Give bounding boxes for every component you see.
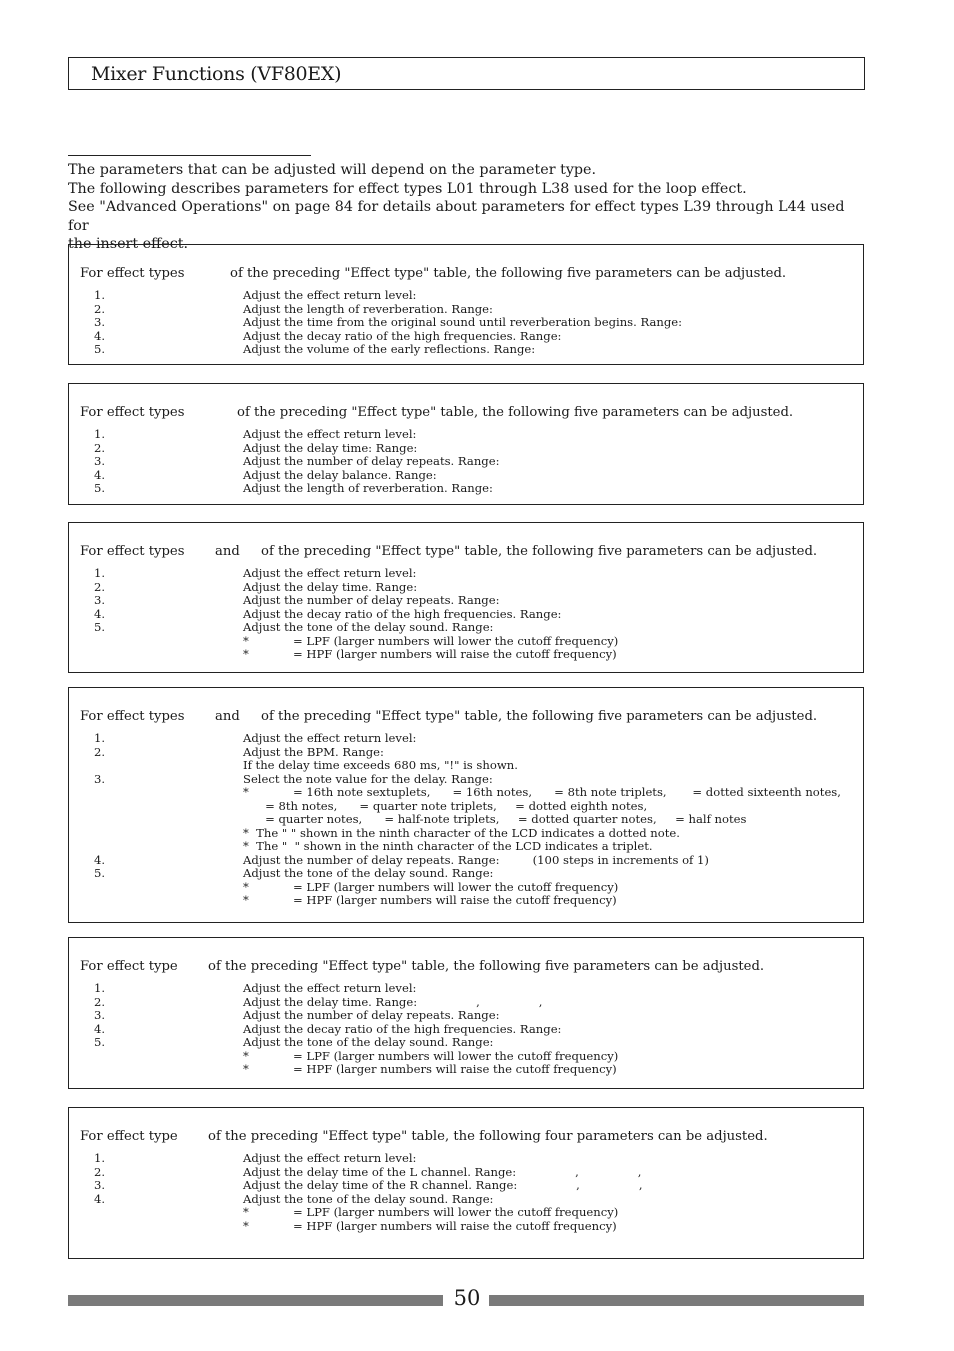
parameter-number: 3. (94, 1178, 106, 1192)
parameter-row (69, 1050, 863, 1064)
parameter-row (69, 786, 863, 800)
parameter-row (69, 732, 863, 746)
parameter-description: Adjust the tone of the delay sound. Range: (243, 1035, 494, 1049)
parameter-row (69, 303, 863, 317)
parameter-number: 3. (94, 315, 106, 329)
parameter-description: Adjust the length of reverberation. Range: (243, 481, 493, 495)
parameter-row (69, 773, 863, 787)
parameter-description: Adjust the delay time. Range: (243, 579, 418, 594)
parameter-note: = HPF (larger numbers will raise the cutoff frequency) (293, 1218, 617, 1233)
parameter-description: Adjust the decay ratio of the high frequencies. Range: (243, 606, 562, 621)
parameter-row (69, 1220, 863, 1234)
note-asterisk: * (243, 785, 249, 799)
parameter-list (69, 289, 863, 357)
parameter-number: 1. (94, 981, 106, 995)
page-number: 50 (453, 1286, 481, 1310)
parameter-description: Adjust the number of delay repeats. Range: (100 steps in increments of 1) (243, 852, 709, 867)
parameter-description: If the delay time exceeds 680 ms, "!" is shown. (243, 758, 518, 772)
parameter-description: * The " " shown in the ninth character of the LCD indicates a triplet. (243, 839, 653, 853)
parameter-note: = LPF (larger numbers will lower the cutoff frequency) (293, 1048, 619, 1063)
intro-line: See "Advanced Operations" on page 84 for details about parameters for effect types L39 through L44 used for (68, 199, 845, 234)
parameter-number: 1. (94, 1151, 106, 1165)
parameter-row (69, 881, 863, 895)
parameter-row (69, 482, 863, 496)
parameter-number: 3. (94, 1008, 106, 1022)
parameter-description: Adjust the time from the original sound until reverberation begins. Range: (243, 315, 683, 329)
parameter-row (69, 469, 863, 483)
parameter-description: Adjust the effect return level: (243, 731, 417, 745)
box-intro-rest: of the preceding "Effect type" table, the following five parameters can be adjusted. (261, 544, 818, 559)
footer-bar-left (68, 1295, 443, 1306)
parameter-description: Adjust the delay time. Range: , , (243, 994, 543, 1009)
parameter-note: = HPF (larger numbers will raise the cutoff frequency) (293, 893, 617, 907)
box-intro-lead: For effect types (80, 709, 185, 724)
box-intro-lead: For effect types (80, 405, 185, 420)
parameter-description: Adjust the effect return level: (243, 981, 417, 995)
parameter-box (68, 383, 864, 505)
note-asterisk: * (243, 633, 249, 648)
parameter-row (69, 1036, 863, 1050)
parameter-number: 3. (94, 454, 106, 468)
box-intro-rest: of the preceding "Effect type" table, the following five parameters can be adjusted. (261, 709, 818, 724)
box-intro-rest: of the preceding "Effect type" table, the following five parameters can be adjusted. (208, 959, 765, 974)
parameter-description: Adjust the number of delay repeats. Range: (243, 454, 500, 468)
page-title: Mixer Functions (VF80EX) (91, 63, 342, 85)
intro-text (68, 161, 868, 254)
parameter-description: Adjust the effect return level: (243, 427, 417, 441)
parameter-row (69, 635, 863, 649)
parameter-note: = LPF (larger numbers will lower the cutoff frequency) (293, 879, 619, 894)
parameter-row (69, 608, 863, 622)
parameter-description: Adjust the length of reverberation. Range: (243, 301, 493, 316)
parameter-row (69, 1009, 863, 1023)
parameter-description: Adjust the decay ratio of the high frequencies. Range: (243, 1021, 562, 1036)
box-intro-rest: of the preceding "Effect type" table, the following five parameters can be adjusted. (237, 405, 794, 420)
parameter-row (69, 567, 863, 581)
parameter-description: Adjust the effect return level: (243, 288, 417, 302)
footer-bar-right (489, 1295, 864, 1306)
parameter-row (69, 840, 863, 854)
parameter-row (69, 316, 863, 330)
parameter-number: 5. (94, 1035, 106, 1049)
parameter-box (68, 687, 864, 923)
parameter-description: = quarter notes, = half-note triplets, = dotted quarter notes, = half notes (243, 812, 747, 826)
box-intro-and: and (215, 544, 240, 559)
parameter-number: 3. (94, 771, 106, 786)
parameter-box (68, 522, 864, 673)
note-asterisk: * (243, 1048, 249, 1063)
parameter-number: 5. (94, 481, 106, 495)
parameter-row (69, 759, 863, 773)
parameter-description: = 8th notes, = quarter note triplets, = dotted eighth notes, (243, 798, 648, 813)
intro-line: The following describes parameters for effect types L01 through L38 used for the loop effect. (68, 180, 747, 197)
box-intro-lead: For effect type (80, 959, 178, 974)
parameter-description: Adjust the effect return level: (243, 1151, 417, 1165)
parameter-number: 1. (94, 288, 106, 302)
parameter-number: 5. (94, 866, 106, 880)
page-header (68, 57, 865, 90)
parameter-row (69, 289, 863, 303)
parameter-number: 1. (94, 427, 106, 441)
parameter-row (69, 1166, 863, 1180)
parameter-row (69, 1023, 863, 1037)
parameter-row (69, 996, 863, 1010)
parameter-row (69, 867, 863, 881)
section-rule (68, 155, 311, 156)
parameter-note: = LPF (larger numbers will lower the cutoff frequency) (293, 633, 619, 648)
parameter-description: Adjust the tone of the delay sound. Range: (243, 1191, 494, 1206)
parameter-row (69, 1063, 863, 1077)
parameter-description: Adjust the delay time of the L channel. Range: , , (243, 1164, 642, 1179)
parameter-description: * The " " shown in the ninth character of the LCD indicates a dotted note. (243, 825, 680, 840)
parameter-number: 2. (94, 1164, 106, 1179)
parameter-row (69, 330, 863, 344)
parameter-list (69, 567, 863, 662)
parameter-row (69, 442, 863, 456)
parameter-description: Select the note value for the delay. Range: (243, 771, 493, 786)
parameter-description: Adjust the effect return level: (243, 566, 417, 580)
note-asterisk: * (243, 647, 249, 661)
parameter-box (68, 937, 864, 1089)
parameter-row (69, 1152, 863, 1166)
parameter-row (69, 428, 863, 442)
parameter-note: = HPF (larger numbers will raise the cutoff frequency) (293, 647, 617, 661)
parameter-row (69, 343, 863, 357)
parameter-row (69, 982, 863, 996)
parameter-row (69, 854, 863, 868)
parameter-row (69, 1206, 863, 1220)
parameter-description: Adjust the number of delay repeats. Range: (243, 1008, 500, 1022)
parameter-number: 4. (94, 852, 106, 867)
parameter-row (69, 894, 863, 908)
parameter-number: 2. (94, 579, 106, 594)
parameter-row (69, 800, 863, 814)
parameter-description: Adjust the number of delay repeats. Range: (243, 593, 500, 607)
parameter-row (69, 827, 863, 841)
parameter-number: 3. (94, 593, 106, 607)
note-asterisk: * (243, 1205, 249, 1219)
box-intro-and: and (215, 709, 240, 724)
parameter-row (69, 581, 863, 595)
note-asterisk: * (243, 879, 249, 894)
parameter-note: = HPF (larger numbers will raise the cutoff frequency) (293, 1062, 617, 1076)
parameter-row (69, 648, 863, 662)
parameter-number: 4. (94, 606, 106, 621)
parameter-description: Adjust the volume of the early reflections. Range: (243, 342, 536, 356)
intro-line: The parameters that can be adjusted will depend on the parameter type. (68, 162, 597, 178)
parameter-number: 1. (94, 566, 106, 580)
parameter-number: 2. (94, 301, 106, 316)
parameter-note: = 16th note sextuplets, = 16th notes, = 8th note triplets, = dotted sixteenth notes, (293, 785, 841, 799)
parameter-list (69, 732, 863, 908)
parameter-description: Adjust the tone of the delay sound. Range: (243, 866, 494, 880)
parameter-number: 4. (94, 1021, 106, 1036)
parameter-description: Adjust the delay time: Range: (243, 440, 418, 455)
parameter-number: 2. (94, 994, 106, 1009)
parameter-row (69, 1179, 863, 1193)
parameter-description: Adjust the decay ratio of the high frequencies. Range: (243, 328, 562, 343)
parameter-number: 2. (94, 744, 106, 759)
parameter-description: Adjust the tone of the delay sound. Range: (243, 620, 494, 634)
box-intro-lead: For effect types (80, 266, 185, 281)
parameter-note: = LPF (larger numbers will lower the cutoff frequency) (293, 1205, 619, 1219)
parameter-row (69, 813, 863, 827)
note-asterisk: * (243, 1062, 249, 1076)
parameter-number: 5. (94, 342, 106, 356)
parameter-number: 1. (94, 731, 106, 745)
parameter-row (69, 1193, 863, 1207)
parameter-description: Adjust the BPM. Range: (243, 744, 384, 759)
parameter-list (69, 1152, 863, 1233)
box-intro-rest: of the preceding "Effect type" table, the following five parameters can be adjusted. (230, 266, 787, 281)
parameter-number: 4. (94, 467, 106, 482)
parameter-number: 2. (94, 440, 106, 455)
note-asterisk: * (243, 893, 249, 907)
parameter-description: Adjust the delay time of the R channel. Range: , , (243, 1178, 643, 1192)
parameter-row (69, 746, 863, 760)
parameter-row (69, 455, 863, 469)
parameter-number: 4. (94, 1191, 106, 1206)
parameter-description: Adjust the delay balance. Range: (243, 467, 437, 482)
box-intro-lead: For effect type (80, 1129, 178, 1144)
intro-line: the insert effect. (68, 236, 189, 252)
parameter-list (69, 982, 863, 1077)
parameter-row (69, 621, 863, 635)
parameter-row (69, 594, 863, 608)
box-intro-rest: of the preceding "Effect type" table, the following four parameters can be adjusted. (208, 1129, 768, 1144)
note-asterisk: * (243, 1218, 249, 1233)
parameter-number: 4. (94, 328, 106, 343)
parameter-number: 5. (94, 620, 106, 634)
parameter-list (69, 428, 863, 496)
parameter-box (68, 244, 864, 365)
box-intro-lead: For effect types (80, 544, 185, 559)
parameter-box (68, 1107, 864, 1259)
